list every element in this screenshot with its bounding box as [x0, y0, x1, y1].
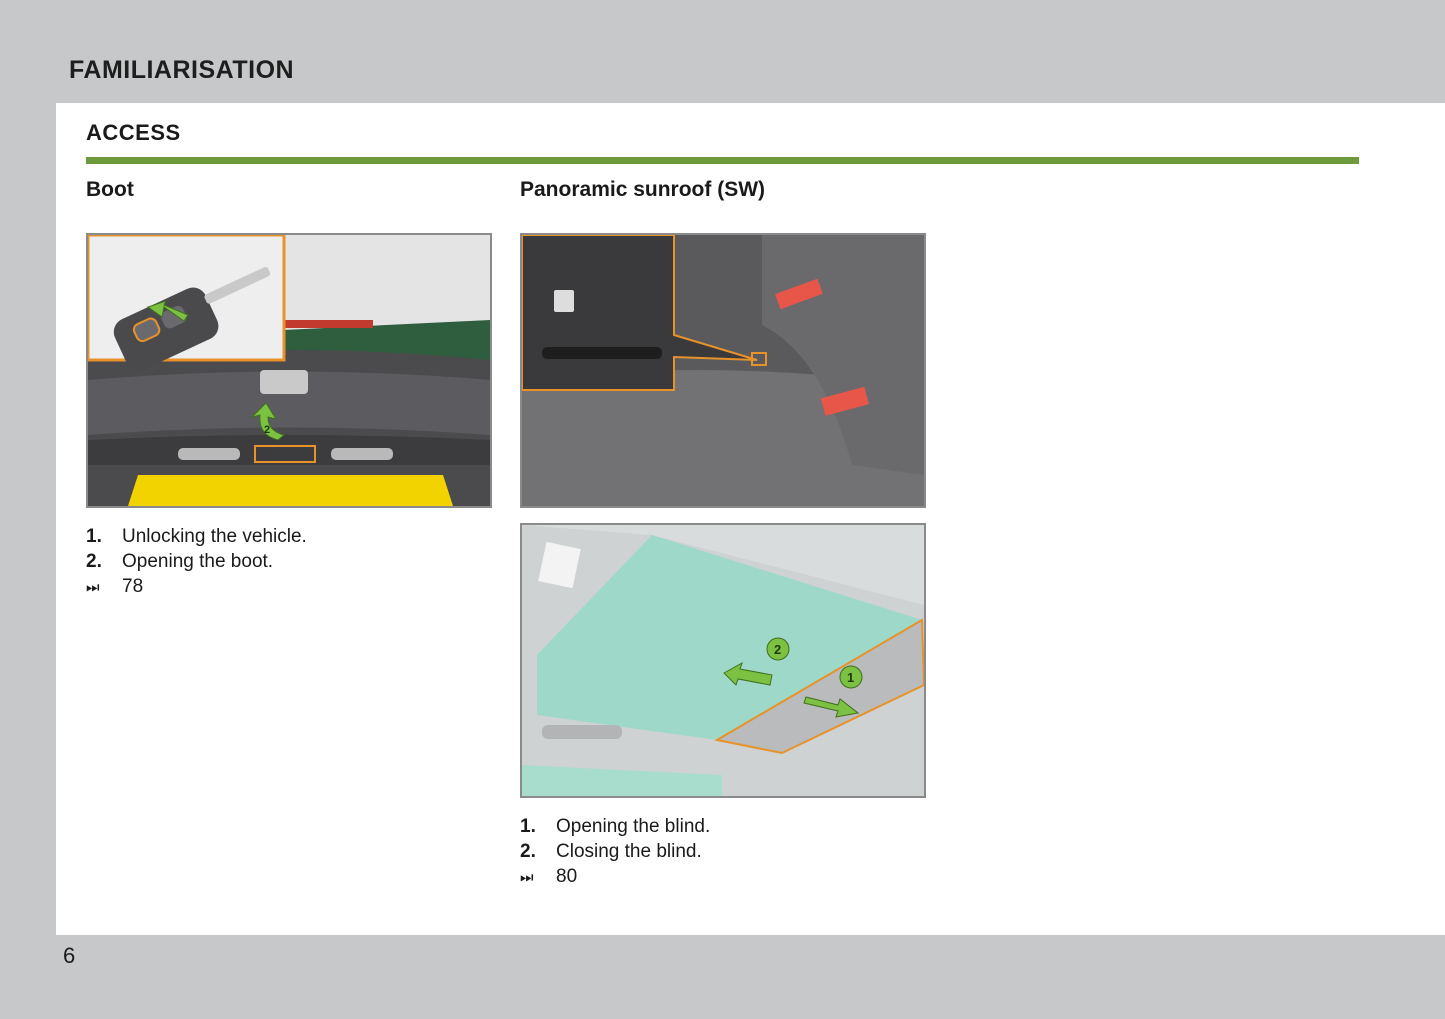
step-item: 2. Closing the blind.	[520, 841, 702, 862]
blind-arrow-1-label: 1	[847, 670, 855, 685]
sunroof-blind-illustration	[520, 523, 926, 798]
step-item: 1. Opening the blind.	[520, 816, 711, 837]
sunroof-control-illustration	[520, 233, 926, 508]
sunroof-steps	[520, 814, 710, 890]
blind-arrow-2-label: 2	[774, 642, 782, 657]
boot-illustration	[86, 233, 492, 508]
page-number: 6	[63, 943, 76, 968]
sunroof-heading: Panoramic sunroof (SW)	[520, 178, 766, 201]
step-item: 2. Opening the boot.	[86, 551, 274, 572]
boot-heading: Boot	[86, 178, 134, 201]
section-divider	[86, 157, 1359, 164]
chapter-title: FAMILIARISATION	[69, 56, 295, 84]
page-reference[interactable]: ⏭ 80	[520, 864, 710, 890]
section-title: ACCESS	[86, 120, 181, 145]
content-panel	[56, 103, 1445, 935]
step-item: 1. Unlocking the vehicle.	[86, 526, 307, 547]
boot-arrow-2-label: 2	[264, 424, 271, 436]
boot-steps	[86, 524, 307, 600]
page-reference[interactable]: ⏭ 78	[86, 574, 307, 600]
skip-forward-icon: ⏭	[86, 579, 100, 596]
skip-forward-icon: ⏭	[520, 869, 534, 886]
